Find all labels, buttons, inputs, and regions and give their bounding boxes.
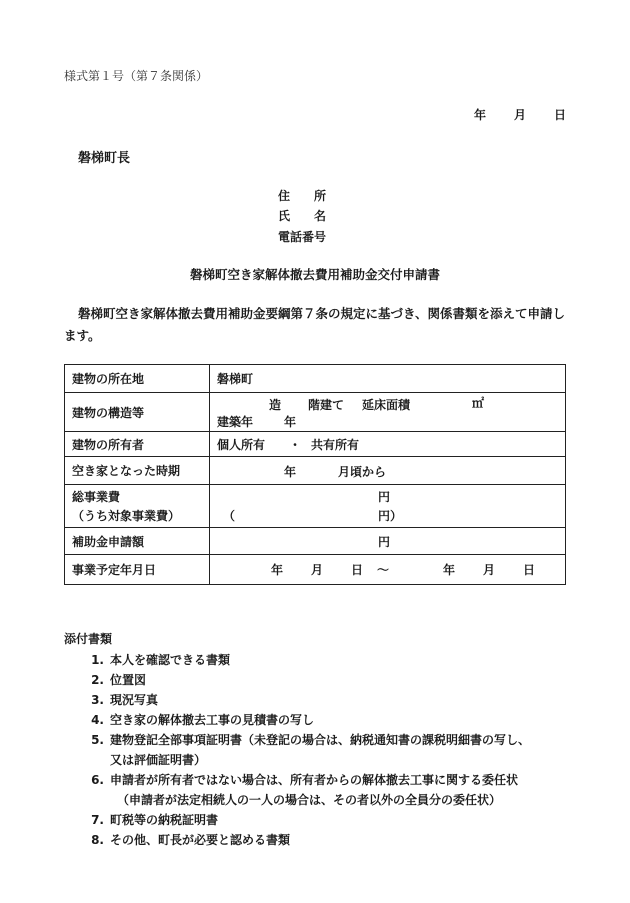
list-item-number: 2. [91, 673, 104, 687]
name-label: 氏 名 [278, 209, 327, 223]
value-vacant-since[interactable] [210, 457, 566, 485]
total-cost-yen: 円 [378, 490, 391, 504]
list-item-number: 8. [91, 833, 104, 847]
row-vacant-since [65, 457, 566, 485]
date-year: 年 [474, 108, 487, 122]
list-item [64, 830, 584, 850]
list-item-number: 3. [91, 693, 104, 707]
date-month: 月 [514, 108, 527, 122]
start-day-unit: 日 [351, 563, 364, 577]
attachments-list [64, 650, 584, 850]
target-cost-yen: 円） [378, 509, 403, 523]
list-item [64, 810, 584, 830]
end-year-unit: 年 [443, 563, 456, 577]
start-year-unit: 年 [271, 563, 284, 577]
list-item-text: 現況写真 [110, 693, 159, 707]
value-subsidy-amount[interactable] [210, 528, 566, 555]
value-structure[interactable] [210, 393, 566, 432]
start-month-unit: 月 [311, 563, 324, 577]
built-year-unit: 年 [284, 415, 297, 429]
subsidy-yen: 円 [378, 535, 391, 549]
label-total-cost [65, 485, 210, 528]
range-tilde: ～ [377, 563, 390, 577]
value-owner[interactable] [210, 432, 566, 457]
form-number: 様式第１号（第７条関係） [64, 69, 209, 83]
body-paragraph: 磐梯町空き家解体撤去費用補助金要綱第７条の規定に基づき、関係書類を添えて申請します。 [64, 306, 566, 343]
value-total-cost[interactable] [210, 485, 566, 528]
label-location: 建物の所在地 [65, 365, 210, 393]
list-item [64, 710, 584, 730]
list-item-number: 6. [91, 773, 104, 787]
vacant-month-unit: 月頃から [338, 465, 387, 479]
value-schedule[interactable] [210, 555, 566, 585]
list-item-text: 申請者が所有者ではない場合は、所有者からの解体撤去工事に関する委任状 [110, 773, 519, 787]
list-item [64, 730, 584, 770]
joint-ownership[interactable]: 共有所有 [311, 438, 360, 452]
list-item [64, 670, 584, 690]
list-item-text: 位置図 [110, 673, 147, 687]
row-location [65, 365, 566, 393]
list-item-number: 5. [91, 733, 104, 747]
attachments-heading: 添付書類 [64, 632, 113, 646]
date-day: 日 [554, 108, 567, 122]
list-item-number: 4. [91, 713, 104, 727]
list-item-continuation: （申請者が法定相続人の一人の場合は、その者以外の全員分の委任状） [117, 793, 502, 807]
individual-ownership[interactable]: 個人所有 [217, 438, 266, 452]
total-cost-label: 総事業費 [72, 490, 121, 504]
list-item-text: 建物登記全部事項証明書（未登記の場合は、納税通知書の課税明細書の写し、 [110, 733, 531, 747]
document-title: 磐梯町空き家解体撤去費用補助金交付申請書 [189, 267, 440, 282]
address-label: 住 所 [278, 189, 327, 203]
target-cost-label: （うち対象事業費） [72, 509, 181, 523]
structure-type: 造 [269, 398, 282, 412]
row-schedule [65, 555, 566, 585]
label-subsidy-amount: 補助金申請額 [65, 528, 210, 555]
list-item-text: 空き家の解体撤去工事の見積書の写し [110, 713, 315, 727]
sqm-unit: ㎡ [472, 396, 485, 410]
floor-area-label: 延床面積 [362, 398, 411, 412]
phone-label: 電話番号 [278, 230, 327, 244]
list-item-text: その他、町長が必要と認める書類 [110, 833, 291, 847]
vacant-year-unit: 年 [284, 465, 297, 479]
built-year-label: 建築年 [217, 415, 254, 429]
list-item-number: 7. [91, 813, 104, 827]
list-item-continuation: 又は評価証明書） [110, 753, 207, 767]
ownership-separator: ・ [289, 438, 302, 452]
list-item [64, 650, 584, 670]
label-owner: 建物の所有者 [65, 432, 210, 457]
floors-label: 階建て [308, 398, 345, 412]
end-day-unit: 日 [523, 563, 536, 577]
list-item [64, 770, 584, 810]
row-subsidy-amount [65, 528, 566, 555]
list-item [64, 690, 584, 710]
value-location[interactable]: 磐梯町 [210, 365, 566, 393]
application-form-table [64, 364, 566, 585]
list-item-number: 1. [91, 653, 104, 667]
row-structure [65, 393, 566, 432]
addressee: 磐梯町長 [78, 151, 131, 166]
list-item-text: 本人を確認できる書類 [110, 653, 231, 667]
label-schedule: 事業予定年月日 [65, 555, 210, 585]
row-owner [65, 432, 566, 457]
label-structure: 建物の構造等 [65, 393, 210, 432]
target-cost-paren: （ [223, 509, 236, 523]
list-item-text: 町税等の納税証明書 [110, 813, 219, 827]
label-vacant-since: 空き家となった時期 [65, 457, 210, 485]
end-month-unit: 月 [483, 563, 496, 577]
row-total-cost [65, 485, 566, 528]
